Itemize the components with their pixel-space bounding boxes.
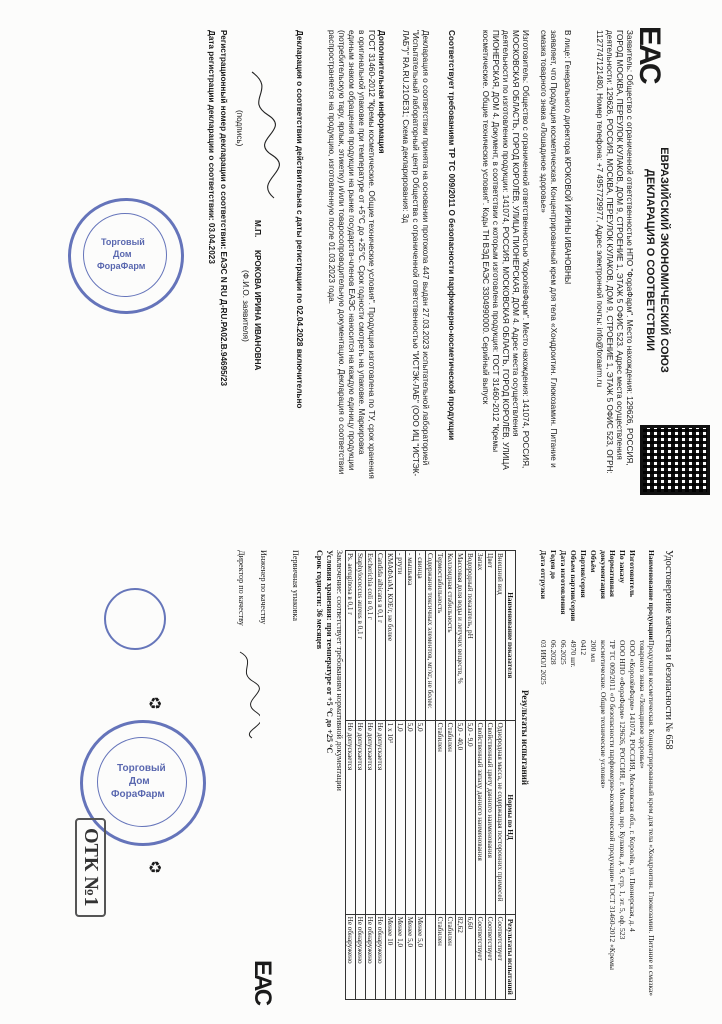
declaration-basis: Декларация о соответствии принята на основании протокола 447 выдан 27.03.2023 испытательной лабораторией "Испытательный лабораторный центр Общества с ограниченной ответственностью "ИСТЭК-ЛАБ" (ООО ИЦ "ИСТЭК-ЛАБ")" RA.RU.21ОЕ31; Схема декларирования: 3д xyxy=(401,30,430,477)
declaration-manufacturer: Изготовитель: Общество с ограниченной ответственностью "КоролёвФарм". Место нахождения: 141074, РОССИЯ, МОСКОВСКАЯ ОБЛАСТЬ, ГОРОД КОРОЛЁВ, УЛИЦА ПИОНЕРСКАЯ, ДОМ 4. Адрес места осуществления деятельности по изготовлению продукции: 141074, РОССИЯ, МОСКОВСКАЯ ОБЛАСТЬ, ГОРОД КОРОЛЁВ, УЛИЦА ПИОНЕРСКАЯ, ДОМ 4. Документ, в соответствии с которым изготовлена продукция: ГОСТ 31460-2012 "Кремы косметические. Общие технические условия". Коды ТН ВЭД ЕАЭС 3304990000. Серийный выпуск xyxy=(481,30,530,470)
results-table-cell: Не обнаружено xyxy=(366,914,376,999)
certificate-row-value: 03 ИЮЛ 2025 xyxy=(539,640,548,685)
results-table-cell: Staphylococcus aureus в 0,1 г xyxy=(356,551,366,721)
results-table-cell: 5,0 xyxy=(416,720,426,914)
company-stamp-top xyxy=(68,198,184,314)
certificate-row-value: ТР ТС 009/2011 «О безопасности парфюмерно-косметической продукции» ГОСТ 31460-2012 «Кремы косметические. Общие технические условия» xyxy=(599,640,617,971)
results-table-cell: Соответствует xyxy=(476,914,486,999)
signer-name: КРОКОВА ИРИНА ИВАНОВНА xyxy=(253,250,262,371)
results-table-cell: Цвет xyxy=(486,551,496,721)
results-table-cell: КМАФАнМ, КОЕ/г, не более xyxy=(386,551,396,721)
results-table-row xyxy=(436,551,446,1000)
results-table-row xyxy=(456,551,466,1000)
results-table-cell: Свойственный запаху данного наименования xyxy=(476,720,486,914)
reg-number: Регистрационный номер декларации о соответствии: ЕАЭС N RU Д-RU.РА02.В.94695/23 xyxy=(219,30,228,387)
results-table-row xyxy=(376,551,386,1000)
mp-label: М.П. xyxy=(253,220,262,238)
certificate-row-value: ООО «КоролёвФарм» 141074, РОССИЯ, Московская обл., г. Королёв, ул. Пионерская, д. 4 xyxy=(628,640,637,932)
results-table-header: Результаты испытаний xyxy=(506,914,516,999)
certificate-row xyxy=(628,550,637,1010)
results-table-cell xyxy=(426,914,436,999)
certificate-row-label: Дата изготовления xyxy=(559,550,568,615)
director-signature-mark xyxy=(234,650,260,740)
results-table-cell: Менее 5,0 xyxy=(406,914,416,999)
certificate-row-value: 06.2028 xyxy=(549,640,558,665)
results-table-cell: Стабилен xyxy=(446,720,456,914)
results-table-cell: 1 x 10³ xyxy=(386,720,396,914)
certificate-row-label: Нормативная документация xyxy=(599,550,617,599)
results-table-row xyxy=(396,551,406,1000)
certificate-row xyxy=(569,550,578,1010)
reg-date: Дата регистрации декларации о соответствии: 03.04.2023 xyxy=(207,30,216,264)
results-table-cell: - свинца xyxy=(416,551,426,721)
results-table-cell: Менее 10 xyxy=(386,914,396,999)
primary-pack: Первичная упаковка xyxy=(291,550,300,621)
storage: Условия хранения: при температуре от +5 °С до +25 °С xyxy=(325,550,334,754)
declaration-conforms: Соответствует требованиям ТР ТС 009/2011 О безопасности парфюмерно-косметической продукции xyxy=(447,30,456,441)
results-table-row xyxy=(426,551,436,1000)
certificate-row-value: 0412 xyxy=(579,640,588,656)
stamp-small-bottom xyxy=(104,588,166,650)
results-table-cell: Водородный показатель, pH xyxy=(466,551,476,721)
stamp2-center-bottom: ФораФарм xyxy=(111,789,165,800)
certificate-row xyxy=(539,550,548,1010)
results-table-cell: 6,60 xyxy=(466,914,476,999)
certificate-row-label: Наименование продукции xyxy=(647,550,656,640)
director-label: Директор по качеству xyxy=(237,550,246,626)
certificate-row xyxy=(618,550,627,1010)
results-table-cell: Внешний вид xyxy=(496,551,506,721)
results-table-cell: Не обнаружено xyxy=(376,914,386,999)
results-table-cell: Не допускается xyxy=(376,720,386,914)
declaration-validity: Декларация о соответствии действительна с даты регистрации по 02.04.2028 включительно xyxy=(295,30,304,409)
results-table-cell: Менее 1,0 xyxy=(396,914,406,999)
certificate-row-value: 06.2025 xyxy=(559,640,568,665)
certificate-row xyxy=(599,550,617,1010)
results-table-cell: Содержание токсичных элементов, мг/кг, не более: xyxy=(426,551,436,721)
results-table-cell: Не обнаружено xyxy=(346,914,356,999)
results-table-cell: Не обнаружено xyxy=(356,914,366,999)
results-table xyxy=(345,550,516,1000)
results-table-row xyxy=(476,551,486,1000)
results-table-row xyxy=(486,551,496,1000)
results-table-row xyxy=(496,551,506,1000)
certificate-row-label: Партия/серия xyxy=(579,550,588,598)
results-table-row xyxy=(416,551,426,1000)
results-table-cell: 5,0 - 40,0 xyxy=(456,720,466,914)
certificate-rows xyxy=(538,550,656,1010)
results-table-cell: 82,62 xyxy=(456,914,466,999)
results-table-cell: Термостабильность xyxy=(436,551,446,721)
signature-mark xyxy=(242,70,282,200)
certificate-row xyxy=(579,550,588,1010)
results-table-header: Наименование показателя xyxy=(506,551,516,721)
results-table-cell: Соответствует xyxy=(486,914,496,999)
declaration-union: ЕВРАЗИЙСКИЙ ЭКОНОМИЧЕСКИЙ СОЮЗ xyxy=(658,147,670,373)
results-table-cell: Ps. aeruginosa в 0,1 г xyxy=(346,551,356,721)
results-table-cell: Не допускается xyxy=(346,720,356,914)
engineer-label: Инженер по качеству xyxy=(259,550,268,625)
results-table-row xyxy=(356,551,366,1000)
results-table-cell: Не допускается xyxy=(366,720,376,914)
results-table-cell: Стабилен xyxy=(446,914,456,999)
results-table-cell: Запах xyxy=(476,551,486,721)
certificate-eac-mark: ЕАС xyxy=(249,960,276,1005)
certificate-row-value: 200 мл xyxy=(589,640,598,662)
stamp2-center-top: Торговый xyxy=(117,763,166,774)
declaration-title: ДЕКЛАРАЦИЯ О СООТВЕТСТВИИ xyxy=(644,168,656,352)
stamp2-center-mid: Дом xyxy=(129,776,150,787)
results-table-row xyxy=(446,551,456,1000)
results-table-row xyxy=(466,551,476,1000)
certificate-row-label: Годен до xyxy=(549,550,558,579)
eac-mark: ЕАС xyxy=(633,26,666,83)
stamp-center-mid: Дом xyxy=(113,249,132,259)
signer-role: (Ф.И.О. заявителя) xyxy=(241,270,250,342)
results-table-row xyxy=(346,551,356,1000)
shelf-life: Срок годности: 36 месяцев xyxy=(315,550,324,650)
conclusion: Заключение: соответствует требованиям нормативной документации xyxy=(335,550,344,791)
results-table-cell: 1,0 xyxy=(396,720,406,914)
results-table-row xyxy=(406,551,416,1000)
results-table-cell: - мышьяка xyxy=(406,551,416,721)
stamp-center-top: Торговый xyxy=(101,237,145,247)
certificate-row xyxy=(559,550,568,1010)
results-table-cell: Стабилен xyxy=(436,720,446,914)
declaration-applicant: Заявитель: Общество с ограниченной ответственностью НПО "ФораФарм". Место нахождения: 129626, РОССИЯ, ГОРОД МОСКВА, ПЕРЕУЛОК КУЛАКОВ, ДОМ 9, СТРОЕНИЕ 1, ЭТАЖ 5 ОФИС 523. Адрес места осуществления деятельности: 129626, РОССИЯ, МОСКВА, ПЕРЕУЛОК КУЛАКОВ, ДОМ 9, СТРОЕНИЕ 1, ЭТАЖ 5 ОФИС 523, ОГРН: 1127747121480, Номер телефона: +7 4957729977, Адрес электронной почты: info@foraarm.ru xyxy=(595,30,634,474)
stamp-center-bottom: ФораФарм xyxy=(97,261,146,271)
results-table-cell: Коллоидная стабильность xyxy=(446,551,456,721)
certificate-title: Удостоверение качества и безопасности № 658 xyxy=(663,550,674,750)
results-table-cell: Не допускается xyxy=(356,720,366,914)
results-table-cell: Массовая доля воды и летучих веществ, % xyxy=(456,551,466,721)
declaration-declares: заявляет, что Продукция косметическая. Концентрированный крем для тела «Хондроитин. Глюкозамин. Питание и смазка товарного знака «Лошадиное здоровье» xyxy=(539,30,558,468)
results-table-cell: Свойственный цвету данного наименования xyxy=(486,720,496,914)
results-table-cell: Однородная масса, не содержащая посторонних примесей xyxy=(496,720,506,914)
recycle-icon-2: ♻ xyxy=(148,860,163,877)
certificate-row-label: Объем партии/серии xyxy=(569,550,578,622)
results-table-row xyxy=(386,551,396,1000)
certificate-row-label: Объём xyxy=(589,550,598,573)
certificate-row-value: ООО НПО «ФораФарм» 129626, РОССИЯ, г. Москва, пер. Кулаков, д. 9, стр. 1, эт. 5, оф. 523 xyxy=(618,640,627,940)
results-table-row xyxy=(366,551,376,1000)
results-table-cell: 5,0 - 9,0 xyxy=(466,720,476,914)
results-table-cell: Стабилен xyxy=(436,914,446,999)
recycle-icon: ♻ xyxy=(148,696,163,713)
declaration-extra: ГОСТ 31460-2012 "Кремы косметические. Общие технические условия". Продукция изготовлена по ТУ, срок хранения в оригинальной упаковке при температуре от +5°C до +25°C. Срок годности смотреть на упаковке. Маркировка единым знаком обращения продукции на рынке государств-членов ЕАЭС наносится на каждую единицу продукции (потребительскую тару, ярлык, этикетку) и/или товаросопроводительную документацию. Декларация о соответствии распространяется на продукцию, изготовленную после 01.03.2023 года. xyxy=(327,30,376,479)
certificate-row-label: По заказу xyxy=(618,550,627,584)
results-table-cell: 5,0 xyxy=(406,720,416,914)
results-table-cell: Соответствует xyxy=(496,914,506,999)
results-table-cell: - ртути xyxy=(396,551,406,721)
certificate-row-value: 4970 шт. xyxy=(569,640,578,668)
results-table-header: Нормы по НД xyxy=(506,720,516,914)
results-table-cell: Escherichia coli в 0,1 г xyxy=(366,551,376,721)
certificate-row xyxy=(549,550,558,1010)
results-table-cell: Менее 5,0 xyxy=(416,914,426,999)
certificate-row-label: Изготовитель xyxy=(628,550,637,598)
declaration-extra-title: Дополнительная информация xyxy=(377,30,386,154)
certificate-row-value: Продукция косметическая. Концентрированный крем для тела «Хондроитин. Глюкозамин. Питание и смазка» товарного знака «Лошадиное здоровье» xyxy=(638,640,656,997)
certificate-row xyxy=(589,550,598,1010)
certificate-row xyxy=(638,550,656,1010)
results-table-cell: Candida albicans в 0,1 г xyxy=(376,551,386,721)
results-table-cell xyxy=(426,720,436,914)
signature-label: (подпись) xyxy=(235,110,244,147)
declaration-person: В лице: Генерального директора КРОКОВОЙ ИРИНЫ ИВАНОВНЫ xyxy=(563,30,572,285)
results-title: Результаты испытаний xyxy=(520,690,530,786)
certificate-row-label: Дата отгрузки xyxy=(539,550,548,599)
otk-stamp: ОТК №1 xyxy=(75,818,106,917)
